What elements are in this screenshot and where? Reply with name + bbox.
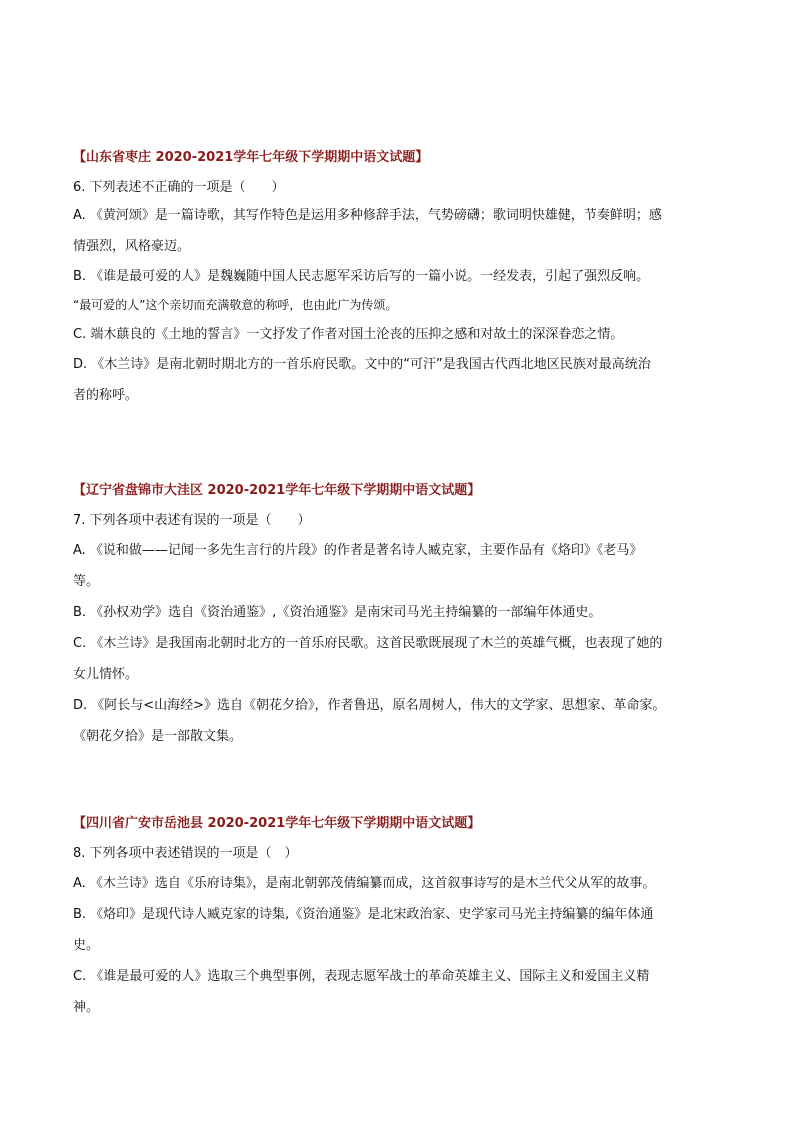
option-a bbox=[73, 875, 723, 893]
option-c bbox=[73, 326, 723, 344]
source-heading: 【辽宁省盘锦市大洼区 2020-2021学年七年级下学期期中语文试题】 bbox=[73, 483, 481, 498]
option-b bbox=[73, 268, 723, 314]
question-stem: 8. 下列各项中表述错误的一项是（ ） bbox=[73, 846, 298, 861]
option-line: 女儿情怀。 bbox=[73, 667, 139, 682]
option-c bbox=[73, 635, 723, 684]
option-line: C. 端木蕻良的《土地的誓言》一文抒发了作者对国土沦丧的压抑之感和对故土的深深眷恋之情。 bbox=[73, 327, 624, 342]
question-stem: 7. 下列各项中表述有误的一项是（ ） bbox=[73, 513, 311, 528]
source-heading: 【山东省枣庄 2020-2021学年七年级下学期期中语文试题】 bbox=[73, 150, 429, 165]
option-line: “最可爱的人”这个亲切而充满敬意的称呼，也由此广为传颂。 bbox=[73, 298, 398, 312]
option-line: D. 《木兰诗》是南北朝时期北方的一首乐府民歌。文中的“可汗”是我国古代西北地区民族对最高统治 bbox=[73, 357, 651, 372]
option-a bbox=[73, 207, 723, 256]
option-line: 者的称呼。 bbox=[73, 388, 139, 403]
option-line: A. 《说和做——记闻一多先生言行的片段》的作者是著名诗人臧克家，主要作品有《烙印》《老马》 bbox=[73, 543, 643, 558]
option-line: 史。 bbox=[73, 938, 100, 953]
option-line: B. 《烙印》是现代诗人臧克家的诗集,《资治通鉴》是北宋政治家、史学家司马光主持编纂的编年体通 bbox=[73, 907, 654, 922]
option-c bbox=[73, 968, 723, 1017]
option-line: 等。 bbox=[73, 574, 100, 589]
source-heading: 【四川省广安市岳池县 2020-2021学年七年级下学期期中语文试题】 bbox=[73, 816, 481, 831]
option-d bbox=[73, 697, 723, 746]
question-section-6 bbox=[73, 149, 723, 405]
option-line: A. 《木兰诗》选自《乐府诗集》，是南北朝郭茂倩编纂而成，这首叙事诗写的是木兰代父从军的故事。 bbox=[73, 876, 656, 891]
option-line: C. 《木兰诗》是我国南北朝时北方的一首乐府民歌。这首民歌既展现了木兰的英雄气概，也表现了她的 bbox=[73, 636, 663, 651]
option-line: C. 《谁是最可爱的人》选取三个典型事例，表现志愿军战士的革命英雄主义、国际主义和爱国主义精 bbox=[73, 969, 650, 984]
option-b bbox=[73, 906, 723, 955]
option-b bbox=[73, 604, 723, 622]
option-line: 情强烈，风格豪迈。 bbox=[73, 239, 191, 254]
option-line: B. 《孙权劝学》选自《资治通鉴》,《资治通鉴》是南宋司马光主持编纂的一部编年体通史。 bbox=[73, 605, 602, 620]
option-d bbox=[73, 356, 723, 405]
question-section-8 bbox=[73, 815, 723, 1017]
option-line: 神。 bbox=[73, 1000, 100, 1015]
option-line: 《朝花夕拾》是一部散文集。 bbox=[73, 729, 243, 744]
option-line: A. 《黄河颂》是一篇诗歌，其写作特色是运用多种修辞手法，气势磅礴；歌词明快雄健，节奏鲜明；感 bbox=[73, 208, 662, 223]
question-section-7 bbox=[73, 482, 723, 746]
option-line: D. 《阿长与<山海经>》选自《朝花夕拾》，作者鲁迅，原名周树人，伟大的文学家、思想家、革命家。 bbox=[73, 698, 666, 713]
option-line: B. 《谁是最可爱的人》是魏巍随中国人民志愿军采访后写的一篇小说。一经发表，引起了强烈反响。 bbox=[73, 269, 650, 284]
option-a bbox=[73, 542, 723, 591]
question-stem: 6. 下列表述不正确的一项是（ ） bbox=[73, 180, 285, 195]
